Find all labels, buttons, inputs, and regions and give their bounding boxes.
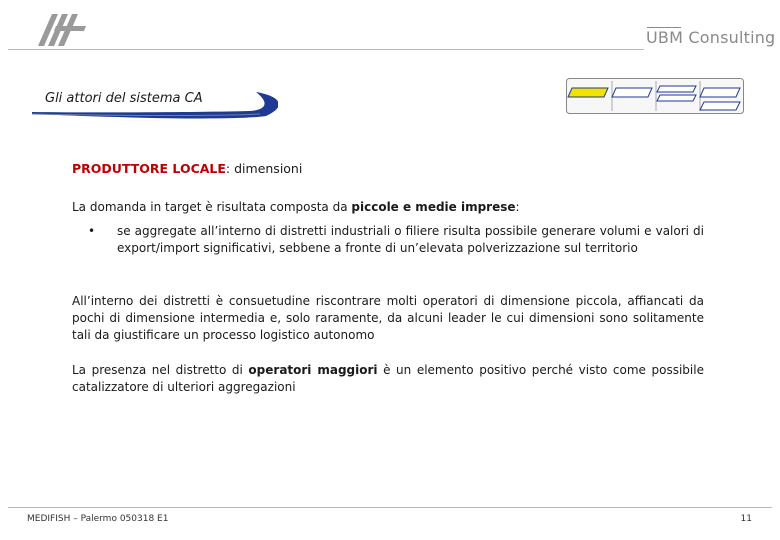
footer-divider <box>8 507 772 508</box>
header-divider <box>8 49 644 50</box>
intro-paragraph <box>72 199 704 216</box>
brand-name <box>646 28 775 47</box>
intro-emphasis: piccole e medie imprese <box>351 200 516 214</box>
p3-text-start: La presenza nel distretto di <box>72 363 249 377</box>
bullet-marker: • <box>88 224 96 238</box>
p3-text-end: è un elemento positivo perché visto come possibile catalizzatore di ulteriori aggregazioni <box>72 363 704 394</box>
heading-bold: PRODUTTORE LOCALE <box>72 161 226 176</box>
p3-emphasis: operatori maggiori <box>248 363 378 377</box>
paragraph-districts: All’interno dei distretti è consuetudine riscontrare molti operatori di dimensione piccola, affiancati da pochi di dimensione intermedia e, solo raramente, da alcuni leader le cui dimensioni sono solitamente tali da giustificare un processo logistico autonomo <box>72 294 704 342</box>
process-flow-icon <box>566 78 744 114</box>
brand-prefix: UBM <box>646 28 684 47</box>
slide-heading <box>72 161 302 176</box>
brand-suffix: Consulting <box>683 28 776 47</box>
company-logo <box>32 12 88 48</box>
heading-rest: : dimensioni <box>225 161 303 176</box>
page-number: 11 <box>740 514 752 524</box>
intro-text: La domanda in target è risultata composta da <box>72 200 352 214</box>
intro-colon: : <box>515 200 520 214</box>
paragraph-major-operators <box>72 362 704 396</box>
bullet-text: se aggregate all’interno di distretti industriali o filiere risulta possibile generare volumi e valori di export/import significativi, sebbene a fronte di un’elevata polverizzazione sul territorio <box>117 224 704 255</box>
bullet-list <box>72 223 704 257</box>
footer-reference: MEDIFISH – Palermo 050318 E1 <box>27 514 169 524</box>
section-title: Gli attori del sistema CA <box>45 91 203 106</box>
list-item <box>72 223 704 257</box>
